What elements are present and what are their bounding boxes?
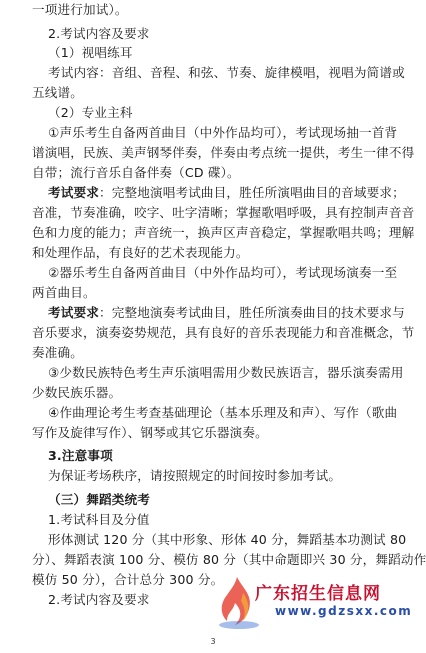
bold-label: 3.注意事项 xyxy=(48,448,113,463)
text-line xyxy=(0,185,426,201)
line-text: 形体测试 120 分（其中形象、形体 40 分，舞蹈基本功测试 80 xyxy=(48,532,407,547)
line-text: 和处理作品，有良好的艺术表现能力。 xyxy=(32,245,249,260)
line-text: 音准，节奏准确，咬字、吐字清晰；掌握歌唱呼吸，具有控制声音音 xyxy=(32,205,415,220)
line-text: 色和力度的能力；声音统一，换声区声音稳定，掌握歌唱共鸣；理解 xyxy=(32,225,415,240)
watermark-site-name: 广东招生信息网 xyxy=(255,584,381,604)
line-text: ：完整地演奏考试曲目，胜任所演奏曲目的技术要求与 xyxy=(98,305,405,320)
text-line xyxy=(0,532,426,548)
text-line xyxy=(0,325,426,341)
line-text: 音乐要求，演奏姿势规范，具有良好的音乐表现能力和音准概念，节 xyxy=(32,325,415,340)
text-line xyxy=(0,468,426,484)
text-line xyxy=(0,385,426,401)
line-text: 奏准确。 xyxy=(32,345,83,360)
line-text: ③少数民族特色考生声乐演唱需用少数民族语言，器乐演奏需用 xyxy=(48,365,404,380)
line-text: 为保证考场秩序，请按照规定的时间按时参加考试。 xyxy=(48,468,342,483)
line-text: 写作及旋律写作）、钢琴或其它乐器演奏。 xyxy=(32,425,268,440)
line-text: 五线谱。 xyxy=(32,85,83,100)
line-text: 两首曲目。 xyxy=(32,285,96,300)
text-line xyxy=(0,512,426,528)
text-line xyxy=(0,345,426,361)
text-line xyxy=(0,265,426,281)
text-line xyxy=(0,26,426,42)
text-line xyxy=(0,448,426,464)
text-line xyxy=(0,205,426,221)
line-text: 谱演唱，民族、美声钢琴伴奏，伴奏由考点统一提供，考生一律不得 xyxy=(32,145,415,160)
text-line xyxy=(0,492,426,508)
line-text: ：完整地演唱考试曲目，胜任所演唱曲目的音域要求； xyxy=(98,185,405,200)
line-text: 分）、舞蹈表演 100 分、模仿 80 分（其中命题即兴 30 分，舞蹈动作 xyxy=(32,552,426,567)
line-text: 自带；流行音乐自备伴奏（CD 碟）。 xyxy=(32,165,240,180)
bold-label: 考试要求 xyxy=(48,305,99,320)
bold-label: 考试要求 xyxy=(48,185,99,200)
line-text: ②器乐考生自备两首曲目（中外作品均可），考试现场演奏一至 xyxy=(48,265,398,280)
text-line xyxy=(0,85,426,101)
page-number: 3 xyxy=(210,637,216,646)
line-text: 2.考试内容及要求 xyxy=(48,592,150,607)
line-text: 模仿 50 分），合计总分 300 分。 xyxy=(32,572,224,587)
watermark-url: www.gdzsxx.com xyxy=(275,604,413,618)
line-text: ①声乐考生自备两首曲目（中外作品均可），考试现场抽一首背 xyxy=(48,125,398,140)
text-line xyxy=(0,125,426,141)
text-line xyxy=(0,245,426,261)
text-line xyxy=(0,365,426,381)
line-text: （2）专业主科 xyxy=(48,105,133,120)
text-line xyxy=(0,105,426,121)
line-text: 一项进行加试）。 xyxy=(32,2,128,17)
text-line xyxy=(0,65,426,81)
text-line xyxy=(0,425,426,441)
text-line xyxy=(0,2,426,18)
site-watermark xyxy=(213,575,423,635)
line-text: 少数民族乐器。 xyxy=(32,385,122,400)
text-line xyxy=(0,225,426,241)
line-text: 考试内容：音组、音程、和弦、节奏、旋律模唱，视唱为简谱或 xyxy=(48,65,405,80)
text-line xyxy=(0,405,426,421)
text-line xyxy=(0,45,426,61)
bold-label: （三）舞蹈类统考 xyxy=(48,492,150,507)
line-text: 2.考试内容及要求 xyxy=(48,26,150,41)
line-text: 1.考试科目及分值 xyxy=(48,512,150,527)
line-text: ④作曲理论考生考查基础理论（基本乐理及和声）、写作（歌曲 xyxy=(48,405,398,420)
text-line xyxy=(0,165,426,181)
text-line xyxy=(0,285,426,301)
text-line xyxy=(0,145,426,161)
line-text: （1）视唱练耳 xyxy=(48,45,133,60)
text-line xyxy=(0,305,426,321)
text-line xyxy=(0,552,426,568)
